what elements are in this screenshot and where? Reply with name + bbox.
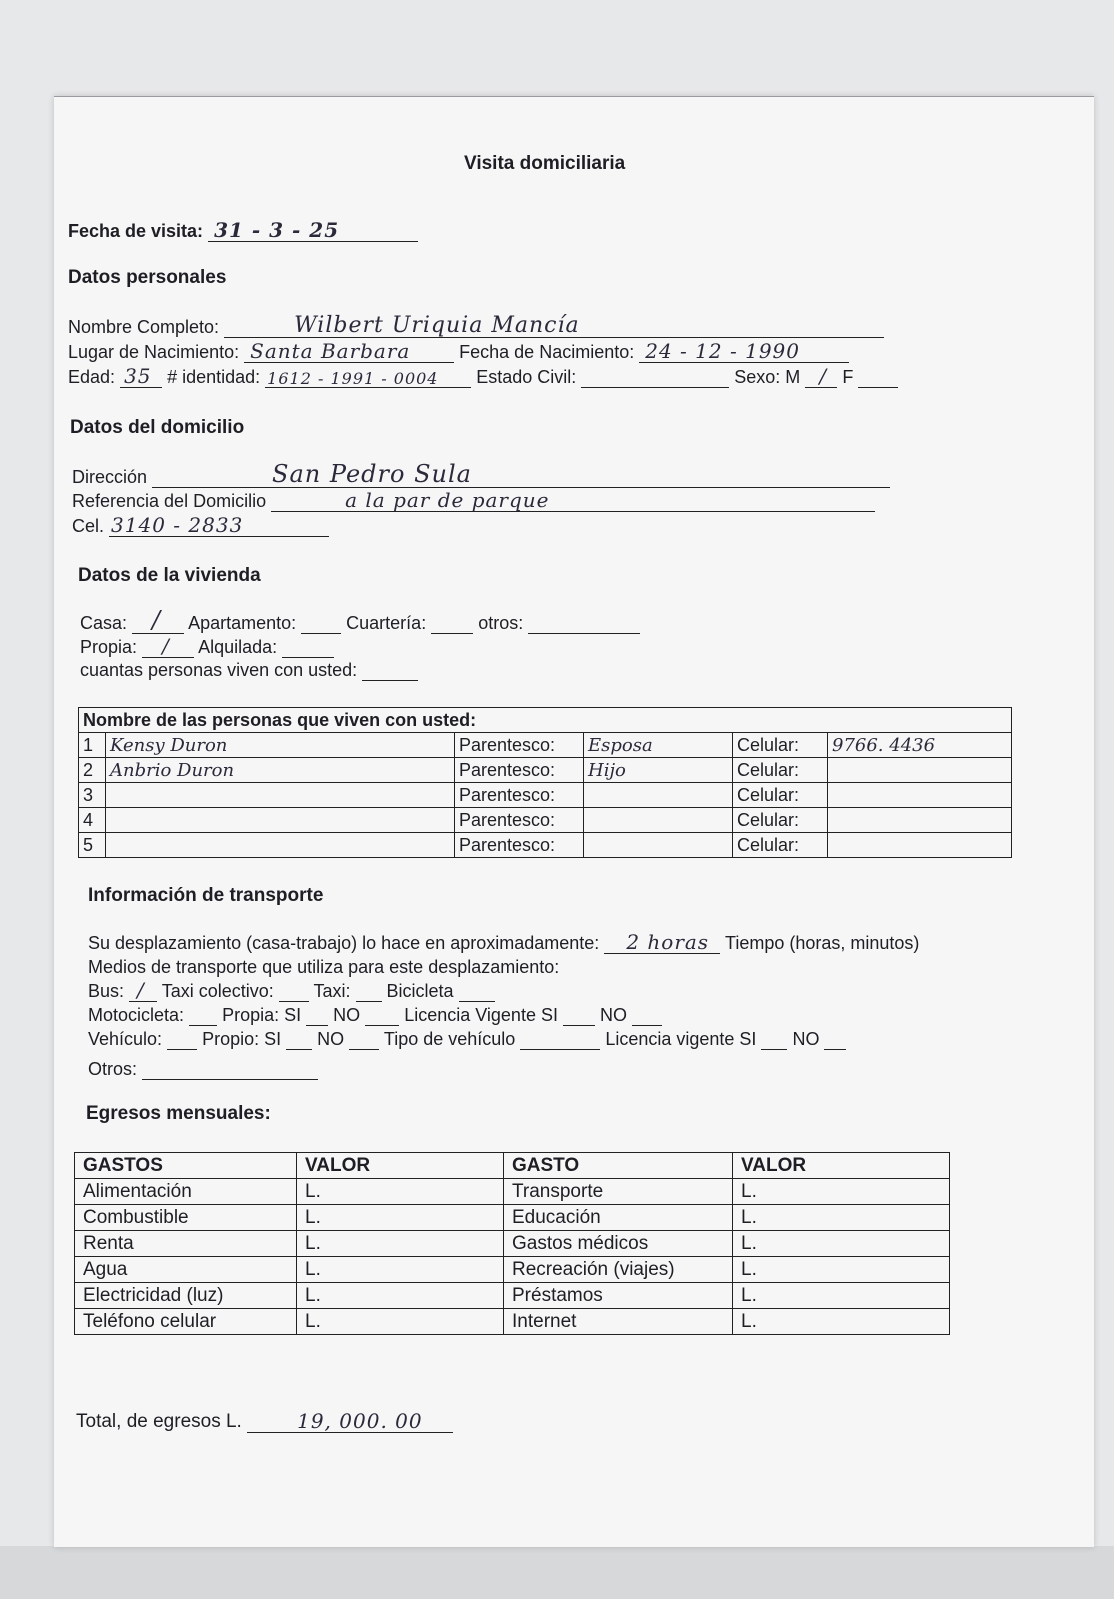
ownership-row	[80, 634, 334, 658]
birthdate-label: Fecha de Nacimiento:	[459, 342, 635, 362]
parentesco-label: Parentesco:	[455, 783, 584, 808]
person-name: Anbrio Duron	[106, 758, 455, 783]
total-expenses-value: 19, 000. 00	[297, 1409, 423, 1433]
row-number: 4	[79, 808, 106, 833]
person-relation	[584, 808, 733, 833]
col-gastos: GASTOS	[75, 1153, 297, 1179]
expense-name: Gastos médicos	[504, 1231, 733, 1257]
moto-licencia-label: Licencia Vigente SI	[404, 1005, 558, 1025]
age-row	[68, 364, 898, 388]
tipo-vehiculo-label: Tipo de vehículo	[383, 1029, 516, 1049]
moto-propia-label: Propia: SI	[222, 1005, 302, 1025]
vehiculo-label: Vehículo:	[88, 1029, 163, 1049]
total-expenses-label: Total, de egresos L.	[76, 1411, 242, 1432]
propia-mark: /	[162, 634, 170, 658]
col-valor-2: VALOR	[733, 1153, 950, 1179]
commute-value: 2 horas	[626, 930, 710, 954]
expense-currency: L.	[297, 1205, 504, 1231]
person-name: Kensy Duron	[106, 733, 455, 758]
expense-name: Alimentación	[75, 1179, 297, 1205]
full-name-value: Wilbert Uriquia Mancía	[294, 313, 580, 338]
civil-status-label: Estado Civil:	[476, 367, 577, 387]
id-label: # identidad:	[167, 367, 261, 387]
parentesco-label: Parentesco:	[455, 808, 584, 833]
expense-currency: L.	[733, 1309, 950, 1335]
birth-row	[68, 339, 849, 363]
otros-housing-label: otros:	[478, 613, 524, 633]
expense-currency: L.	[297, 1231, 504, 1257]
visit-date-field	[68, 218, 418, 242]
cell-value: 3140 - 2833	[111, 513, 244, 537]
parentesco-label: Parentesco:	[455, 758, 584, 783]
celular-label: Celular:	[733, 833, 828, 858]
parentesco-label: Parentesco:	[455, 733, 584, 758]
celular-label: Celular:	[733, 733, 828, 758]
table-row	[79, 783, 1012, 808]
casa-label: Casa:	[80, 613, 128, 633]
celular-label: Celular:	[733, 808, 828, 833]
expense-currency: L.	[733, 1205, 950, 1231]
age-value: 35	[124, 364, 152, 388]
expense-name: Renta	[75, 1231, 297, 1257]
table-row	[79, 733, 1012, 758]
person-phone	[828, 783, 1012, 808]
table-row	[75, 1205, 950, 1231]
expenses-table	[74, 1152, 950, 1335]
expense-currency: L.	[733, 1257, 950, 1283]
person-relation	[584, 833, 733, 858]
background-surface	[0, 1546, 1114, 1599]
bicicleta-label: Bicicleta	[386, 981, 454, 1001]
row-number: 5	[79, 833, 106, 858]
expense-name: Teléfono celular	[75, 1309, 297, 1335]
transport-otros-label: Otros:	[88, 1059, 138, 1079]
sex-mark: /	[819, 364, 828, 388]
expense-name: Electricidad (luz)	[75, 1283, 297, 1309]
expense-currency: L.	[733, 1283, 950, 1309]
table-row	[79, 833, 1012, 858]
visit-date-label: Fecha de visita:	[68, 221, 204, 241]
expense-currency: L.	[733, 1179, 950, 1205]
person-relation: Esposa	[584, 733, 733, 758]
vehiculo-no-label: NO	[317, 1029, 345, 1049]
full-name-field	[68, 313, 884, 338]
alquilada-label: Alquilada:	[198, 637, 278, 657]
expense-currency: L.	[733, 1231, 950, 1257]
full-name-label: Nombre Completo:	[68, 317, 220, 337]
expense-name: Agua	[75, 1257, 297, 1283]
row-number: 1	[79, 733, 106, 758]
row-number: 2	[79, 758, 106, 783]
housing-type-row	[80, 606, 640, 634]
row-number: 3	[79, 783, 106, 808]
expense-name: Educación	[504, 1205, 733, 1231]
parentesco-label: Parentesco:	[455, 833, 584, 858]
vehiculo-licencia-no-label: NO	[792, 1029, 820, 1049]
expense-name: Internet	[504, 1309, 733, 1335]
moto-label: Motocicleta:	[88, 1005, 185, 1025]
col-gasto: GASTO	[504, 1153, 733, 1179]
table-row	[75, 1179, 950, 1205]
home-heading: Datos del domicilio	[70, 417, 245, 438]
person-phone	[828, 758, 1012, 783]
expense-name: Transporte	[504, 1179, 733, 1205]
age-label: Edad:	[68, 367, 116, 387]
moto-licencia-no-label: NO	[600, 1005, 627, 1025]
cell-field	[72, 513, 329, 537]
birthplace-value: Santa Barbara	[250, 339, 411, 363]
casa-mark: /	[152, 606, 162, 634]
apartment-label: Apartamento:	[188, 613, 297, 633]
table-row	[75, 1309, 950, 1335]
moto-no-label: NO	[333, 1005, 361, 1025]
expense-name: Recreación (viajes)	[504, 1257, 733, 1283]
table-row	[79, 808, 1012, 833]
vehicle-row	[88, 1029, 846, 1050]
person-phone: 9766. 4436	[828, 733, 1012, 758]
sex-f-label: F	[842, 367, 854, 387]
housing-heading: Datos de la vivienda	[78, 565, 261, 586]
expense-currency: L.	[297, 1283, 504, 1309]
taxi-colectivo-label: Taxi colectivo:	[161, 981, 274, 1001]
person-name	[106, 783, 455, 808]
commute-row	[88, 930, 920, 954]
person-phone	[828, 808, 1012, 833]
person-relation: Hijo	[584, 758, 733, 783]
birthplace-label: Lugar de Nacimiento:	[68, 342, 240, 362]
birthdate-value: 24 - 12 - 1990	[645, 339, 800, 363]
persons-count-label: cuantas personas viven con usted:	[80, 660, 358, 680]
table-row	[75, 1257, 950, 1283]
address-label: Dirección	[72, 467, 148, 487]
reference-field	[72, 488, 875, 512]
expense-name: Préstamos	[504, 1283, 733, 1309]
table-row	[75, 1153, 950, 1179]
visit-date-value: 31 - 3 - 25	[214, 218, 340, 242]
vehiculo-propio-label: Propio: SI	[202, 1029, 282, 1049]
table-row	[75, 1231, 950, 1257]
reference-value: a la par de parque	[345, 488, 550, 512]
person-relation	[584, 783, 733, 808]
cell-label: Cel.	[72, 516, 105, 536]
celular-label: Celular:	[733, 758, 828, 783]
transport-otros-row	[88, 1059, 318, 1080]
address-value: San Pedro Sula	[272, 460, 472, 488]
bus-label: Bus:	[88, 981, 125, 1001]
commute-label: Su desplazamiento (casa-trabajo) lo hace en aproximadamente:	[88, 933, 600, 953]
address-field	[72, 460, 890, 488]
propia-label: Propia:	[80, 637, 138, 657]
motorcycle-row	[88, 1005, 662, 1026]
persons-table	[78, 707, 1012, 858]
id-value: 1612 - 1991 - 0004	[267, 369, 439, 388]
total-expenses-row	[76, 1411, 453, 1433]
taxi-label: Taxi:	[313, 981, 351, 1001]
transport-heading: Información de transporte	[88, 885, 324, 906]
person-name	[106, 808, 455, 833]
form-paper	[54, 96, 1094, 1547]
reference-label: Referencia del Domicilio	[72, 491, 267, 511]
vehiculo-licencia-label: Licencia vigente SI	[605, 1029, 757, 1049]
celular-label: Celular:	[733, 783, 828, 808]
person-phone	[828, 833, 1012, 858]
cuarteria-label: Cuartería:	[346, 613, 427, 633]
col-valor: VALOR	[297, 1153, 504, 1179]
expenses-heading: Egresos mensuales:	[86, 1103, 271, 1124]
persons-count-row	[80, 660, 418, 681]
expense-currency: L.	[297, 1179, 504, 1205]
expense-name: Combustible	[75, 1205, 297, 1231]
transport-options-row	[88, 978, 495, 1002]
expense-currency: L.	[297, 1309, 504, 1335]
personal-heading: Datos personales	[68, 267, 227, 288]
person-name	[106, 833, 455, 858]
transport-means-label: Medios de transporte que utiliza para este desplazamiento:	[88, 957, 560, 977]
table-row	[75, 1283, 950, 1309]
sex-m-label: Sexo: M	[734, 367, 801, 387]
expense-currency: L.	[297, 1257, 504, 1283]
form-title: Visita domiciliaria	[464, 153, 626, 174]
commute-unit: Tiempo (horas, minutos)	[725, 933, 920, 953]
persons-table-header: Nombre de las personas que viven con usted:	[79, 708, 1012, 733]
bus-mark: /	[137, 978, 145, 1002]
table-row	[79, 758, 1012, 783]
